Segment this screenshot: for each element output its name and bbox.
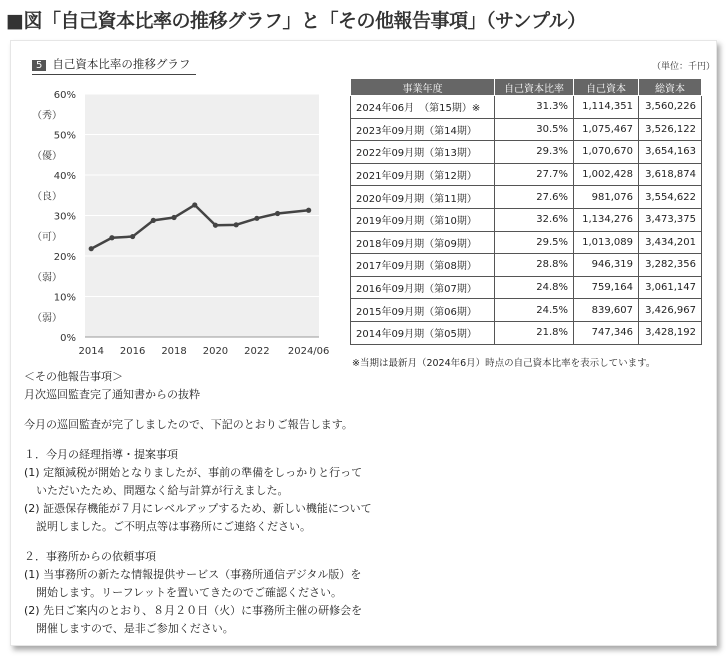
cell-total-capital: 3,282,356 — [639, 254, 702, 277]
cell-ratio: 24.8% — [495, 276, 574, 299]
grade-label: （可） — [32, 231, 62, 243]
col-header-total-capital: 総資本 — [639, 79, 702, 96]
y-tick-label: 10% — [53, 292, 76, 304]
x-tick-label: 2024/06 — [287, 346, 330, 357]
cell-equity: 759,164 — [574, 276, 639, 299]
cell-ratio: 31.3% — [495, 96, 574, 119]
cell-total-capital: 3,061,147 — [639, 276, 702, 299]
cell-ratio: 21.8% — [495, 321, 574, 344]
data-point — [234, 222, 239, 227]
col-header-equity: 自己資本 — [574, 79, 639, 96]
data-point — [130, 234, 135, 239]
x-tick-label: 2020 — [202, 346, 229, 357]
table-row — [351, 186, 702, 209]
item2-1b: 開始します。リーフレットを置いてきたのでご確認ください。 — [36, 586, 343, 599]
cell-fiscal-year: 2022年09月期（第13期） — [351, 141, 495, 164]
item2-2a: (2) 先日ご案内のとおり、８月２０日（火）に事務所主催の研修会を — [24, 604, 363, 617]
report-subheading: 月次巡回監査完了通知書からの抜粋 — [24, 388, 200, 401]
item1-title: １．今月の経理指導・提案事項 — [24, 448, 178, 461]
cell-fiscal-year: 2014年09月期（第05期） — [351, 321, 495, 344]
item2-2b: 開催しますので、是非ご参加ください。 — [36, 622, 234, 635]
cell-ratio: 32.6% — [495, 208, 574, 231]
table-row — [351, 163, 702, 186]
grade-label: （弱） — [32, 312, 62, 324]
cell-total-capital: 3,526,122 — [639, 118, 702, 141]
data-point — [171, 215, 176, 220]
cell-total-capital: 3,618,874 — [639, 163, 702, 186]
cell-equity: 1,114,351 — [574, 96, 639, 119]
page-title: ■図「自己資本比率の推移グラフ」と「その他報告事項」（サンプル） — [6, 10, 586, 32]
equity-table — [350, 78, 702, 345]
cell-equity: 747,346 — [574, 321, 639, 344]
table-row — [351, 118, 702, 141]
cell-equity: 946,319 — [574, 254, 639, 277]
cell-fiscal-year: 2023年09月期（第14期） — [351, 118, 495, 141]
data-point — [254, 216, 259, 221]
y-tick-label: 40% — [53, 171, 76, 182]
item1-1b: いただいたため、問題なく給与計算が行えました。 — [36, 484, 289, 497]
x-tick-label: 2018 — [161, 346, 187, 357]
cell-ratio: 27.7% — [495, 163, 574, 186]
section-label — [32, 56, 196, 75]
section-number: 5 — [32, 60, 46, 71]
data-point — [306, 208, 311, 213]
section-title: 自己資本比率の推移グラフ — [52, 57, 191, 71]
grade-label: （弱） — [32, 272, 62, 284]
y-tick-label: 30% — [53, 211, 76, 223]
data-point — [151, 218, 156, 223]
table-row — [351, 96, 702, 119]
cell-fiscal-year: 2017年09月期（第08期） — [351, 254, 495, 277]
report-body — [24, 368, 372, 638]
cell-ratio: 24.5% — [495, 299, 574, 322]
cell-equity: 1,075,467 — [574, 118, 639, 141]
table-row — [351, 254, 702, 277]
col-header-fiscal-year: 事業年度 — [351, 79, 495, 96]
cell-equity: 839,607 — [574, 299, 639, 322]
report-intro: 今月の巡回監査が完了しましたので、下記のとおりご報告します。 — [24, 418, 353, 431]
unit-note: （単位：千円） — [652, 62, 716, 72]
cell-total-capital: 3,434,201 — [639, 231, 702, 254]
table-row — [351, 141, 702, 164]
item2-1a: (1) 当事務所の新たな情報提供サービス（事務所通信デジタル版）を — [24, 568, 362, 581]
data-point — [192, 202, 197, 207]
grade-label: （秀） — [32, 110, 62, 122]
x-tick-label: 2014 — [78, 346, 104, 357]
y-tick-label: 0% — [60, 333, 76, 344]
cell-total-capital: 3,426,967 — [639, 299, 702, 322]
table-row — [351, 299, 702, 322]
table-row — [351, 208, 702, 231]
cell-fiscal-year: 2016年09月期（第07期） — [351, 276, 495, 299]
y-tick-label: 50% — [53, 130, 76, 142]
cell-ratio: 29.5% — [495, 231, 574, 254]
cell-ratio: 27.6% — [495, 186, 574, 209]
cell-fiscal-year: 2020年09月期（第11期） — [351, 186, 495, 209]
x-tick-label: 2016 — [119, 346, 146, 357]
cell-total-capital: 3,560,226 — [639, 96, 702, 119]
table-row — [351, 276, 702, 299]
item1-1a: (1) 定額減税が開始となりましたが、事前の準備をしっかりと行って — [24, 466, 363, 479]
cell-equity: 981,076 — [574, 186, 639, 209]
cell-equity: 1,002,428 — [574, 163, 639, 186]
cell-fiscal-year: 2021年09月期（第12期） — [351, 163, 495, 186]
cell-total-capital: 3,554,622 — [639, 186, 702, 209]
cell-ratio: 30.5% — [495, 118, 574, 141]
cell-ratio: 29.3% — [495, 141, 574, 164]
cell-equity: 1,134,276 — [574, 208, 639, 231]
grade-label: （良） — [32, 191, 62, 203]
report-heading: ＜その他報告事項＞ — [24, 370, 123, 383]
cell-equity: 1,070,670 — [574, 141, 639, 164]
cell-total-capital: 3,428,192 — [639, 321, 702, 344]
data-point — [213, 223, 218, 228]
data-point — [275, 211, 280, 216]
y-tick-label: 60% — [53, 90, 76, 101]
cell-fiscal-year: 2019年09月期（第10期） — [351, 208, 495, 231]
cell-fiscal-year: 2018年09月期（第09期） — [351, 231, 495, 254]
data-point — [109, 235, 114, 240]
cell-total-capital: 3,473,375 — [639, 208, 702, 231]
y-tick-label: 20% — [53, 252, 76, 263]
cell-ratio: 28.8% — [495, 254, 574, 277]
x-tick-label: 2022 — [244, 346, 270, 357]
table-header-row — [351, 79, 702, 96]
grade-label: （優） — [32, 150, 62, 162]
table-row — [351, 231, 702, 254]
item1-2b: 説明しました。ご不明点等は事務所にご連絡ください。 — [36, 520, 311, 533]
item1-2a: (2) 証憑保存機能が７月にレベルアップするため、新しい機能について — [24, 502, 372, 515]
cell-fiscal-year: 2024年06月 （第15期）※ — [351, 96, 495, 119]
item2-title: ２．事務所からの依頼事項 — [24, 550, 156, 563]
col-header-ratio: 自己資本比率 — [495, 79, 574, 96]
equity-ratio-chart — [30, 80, 335, 358]
table-row — [351, 321, 702, 344]
cell-fiscal-year: 2015年09月期（第06期） — [351, 299, 495, 322]
table-note: ※当期は最新月（2024年6月）時点の自己資本比率を表示しています。 — [352, 358, 656, 369]
cell-equity: 1,013,089 — [574, 231, 639, 254]
cell-total-capital: 3,654,163 — [639, 141, 702, 164]
data-point — [89, 246, 94, 251]
